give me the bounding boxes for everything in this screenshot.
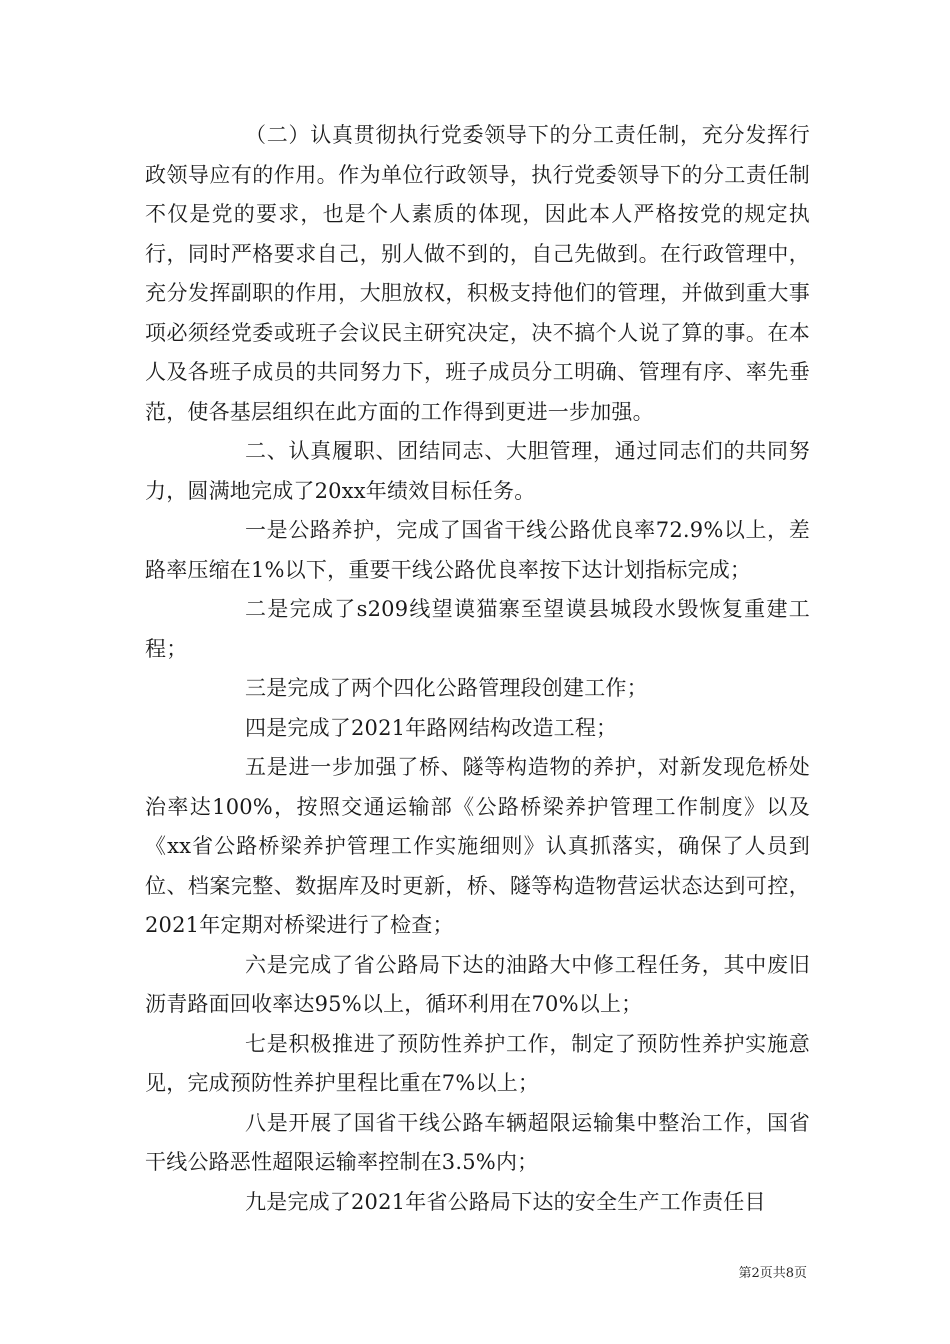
document-body (145, 116, 810, 1222)
paragraph-section-two-heading: 二、认真履职、团结同志、大胆管理，通过同志们的共同努力，圆满地完成了20xx年绩效目标任务。 (145, 439, 810, 503)
paragraph-item-eight: 八是开展了国省干线公路车辆超限运输集中整治工作，国省干线公路恶性超限运输率控制在3.5%内； (145, 1110, 810, 1174)
paragraph-division-of-duties: （二）认真贯彻执行党委领导下的分工责任制，充分发挥行政领导应有的作用。作为单位行政领导，执行党委领导下的分工责任制不仅是党的要求，也是个人素质的体现，因此本人严格按党的规定执行，同时严格要求自己，别人做不到的，自己先做到。在行政管理中，充分发挥副职的作用，大胆放权，积极支持他们的管理，并做到重大事项必须经党委或班子会议民主研究决定，决不搞个人说了算的事。在本人及各班子成员的共同努力下，班子成员分工明确、管理有序、率先垂范，使各基层组织在此方面的工作得到更进一步加强。 (145, 123, 810, 424)
paragraph-item-four: 四是完成了2021年路网结构改造工程； (245, 715, 618, 740)
paragraph-item-seven: 七是积极推进了预防性养护工作，制定了预防性养护实施意见，完成预防性养护里程比重在7%以上； (145, 1031, 810, 1095)
paragraph-item-two: 二是完成了s209线望谟猫寨至望谟县城段水毁恢复重建工程； (145, 597, 810, 661)
paragraph-item-five: 五是进一步加强了桥、隧等构造物的养护，对新发现危桥处治率达100%，按照交通运输部《公路桥梁养护管理工作制度》以及《xx省公路桥梁养护管理工作实施细则》认真抓落实，确保了人员到位、档案完整、数据库及时更新，桥、隧等构造物营运状态达到可控，2021年定期对桥梁进行了检查； (145, 755, 810, 937)
paragraph-item-three: 三是完成了两个四化公路管理段创建工作； (245, 676, 648, 700)
paragraph-item-one: 一是公路养护，完成了国省干线公路优良率72.9%以上，差路率压缩在1%以下，重要干线公路优良率按下达计划指标完成； (145, 518, 810, 582)
page-number-footer: 第2页共8页 (738, 1266, 807, 1281)
paragraph-item-six: 六是完成了省公路局下达的油路大中修工程任务，其中废旧沥青路面回收率达95%以上，循环利用在70%以上； (145, 952, 810, 1016)
paragraph-item-nine: 九是完成了2021年省公路局下达的安全生产工作责任目 (245, 1189, 766, 1214)
